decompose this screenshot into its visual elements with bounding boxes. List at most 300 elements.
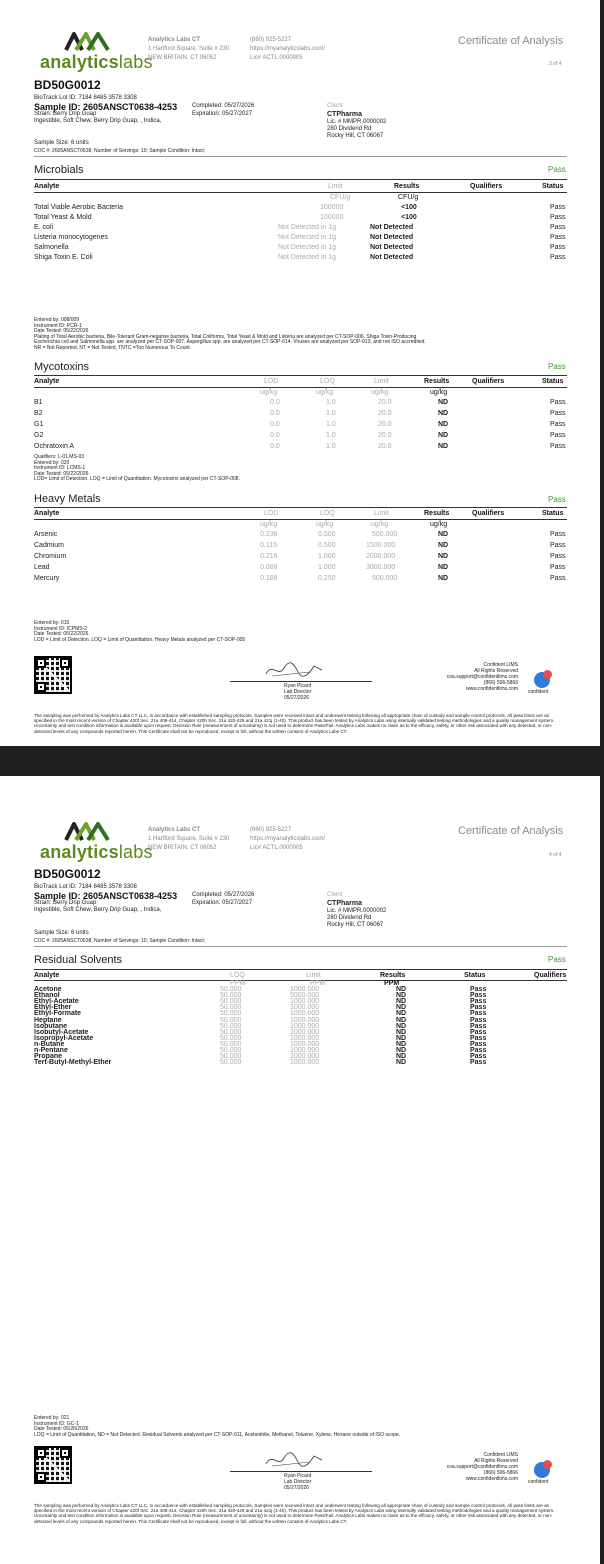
cell-analyte: B1 (34, 399, 43, 406)
table-row (34, 1060, 567, 1066)
col-analyte: Analyte (34, 510, 60, 517)
cell-status: Pass (470, 1022, 487, 1030)
table-row (34, 409, 567, 419)
company-name: Analytics Labs CT (148, 827, 201, 833)
cell-loq: 1.000 (318, 564, 336, 571)
cell-lod: 0.0 (270, 421, 280, 428)
note-line: Date Tested: 05/22/2026 (34, 631, 89, 638)
col-results: Results (394, 183, 420, 190)
cell-limit: 1000.000 (290, 1028, 320, 1036)
cell-result: ND (438, 443, 449, 450)
cell-limit: 1500.000 (366, 542, 396, 549)
batch-id: BD50G0012 (34, 78, 101, 92)
cell-limit: 1000.000 (290, 1022, 320, 1030)
cell-status: Pass (550, 432, 566, 439)
cell-status: Pass (550, 410, 566, 417)
cell-result: Not Detected (370, 254, 414, 261)
cell-analyte: Isopropyl-Acetate (34, 1034, 94, 1042)
residual-solvents-notes (34, 1416, 400, 1438)
unit-limit: PPM (310, 980, 326, 987)
disclaimer-text: The sampling was performed by Analytics Labs CT LLC, in accordance with established sampling protocols. Samples were received intact and underwent testing following all appropriate chain of custody and sample control protocols. All pass limits are as specified in the most recent version of Chapter 420f Sec. 21a 408-414, Chapter 420h Sec. 21a 420-429 and 21a 421j (1-40). This product has been tested by Analytics Labs using internally validated testing methodologies and a quality management system. Uncertainty and test condition information is available upon request. Decision Rule (measurement of uncertainty) is not used to determine Pass/Fail. Analytics Labs makes no claim as to the efficacy, safety, or other risk associated with any detected, or non-detected levels of any compounds reported herein. This Certificate shall not be reproduced, except in full, without the written consent of Analytics Labs CT. (34, 713, 555, 734)
coc-line: COC #: 2605ANSCT0638; Number of Servings: 10; Sample Condition: Intact; (34, 938, 206, 944)
note-line: Instrument ID: PCR-1 (34, 322, 82, 329)
cell-analyte: Ochratoxin A (34, 443, 75, 450)
cell-loq: 50.000 (220, 1016, 242, 1024)
cell-analyte: n-Butane (34, 1040, 65, 1048)
cell-limit: 1000.000 (290, 1047, 320, 1054)
cell-loq: 50.000 (220, 1053, 242, 1061)
company-address-1: 1 Hartford Square, Suite # 230 (148, 46, 230, 52)
cell-loq: 50.000 (220, 998, 242, 1006)
unit-loq: ug/kg (316, 521, 334, 528)
cell-loq: 50.000 (220, 1040, 242, 1048)
cell-result: Not Detected (370, 244, 414, 251)
cell-result: Not Detected (370, 234, 414, 241)
units-row (34, 388, 567, 398)
confident-logo-text: confident (528, 1479, 549, 1485)
cell-analyte: Total Yeast & Mold (34, 214, 92, 221)
cell-lod: 0.115 (260, 542, 277, 549)
expiration-date: Expiration: 05/27/2027 (192, 900, 253, 906)
analytics-labs-logo-icon (64, 820, 110, 842)
cell-loq: 50.000 (220, 992, 242, 1000)
cell-result: ND (438, 564, 449, 571)
cell-analyte: Cadmium (34, 542, 64, 549)
cell-limit: 500.000 (372, 531, 398, 538)
col-analyte: Analyte (34, 972, 60, 979)
cell-limit: 1000.000 (290, 1010, 320, 1018)
coa-page-3 (0, 0, 600, 746)
cell-status: Pass (550, 244, 566, 251)
batch-id: BD50G0012 (34, 867, 101, 881)
note-line: Escherichia coli and Salmonella spp. are analyzed per CT-SOP-007. Aspergillus spp. are analyzed per CT-SOP-014. Viruses are analyzed per SOP-013, and not ISO accredited. (34, 339, 426, 346)
microbials-title: Microbials (34, 164, 84, 176)
mycotoxins-title: Mycotoxins (34, 361, 90, 373)
col-lod: LOD (264, 510, 279, 517)
confident-line: All Rights Reserved (474, 668, 518, 674)
note-line: Entered by: 008/009 (34, 317, 80, 323)
cell-result: ND (438, 542, 449, 549)
cell-lod: 0.236 (260, 531, 278, 538)
residual-solvents-title: Residual Solvents (34, 954, 123, 966)
cell-limit: 20.0 (378, 421, 392, 428)
unit-loq: PPM (230, 980, 246, 987)
cell-status: Pass (470, 992, 487, 1000)
col-qualifiers: Qualifiers (472, 510, 505, 517)
cell-result: ND (438, 575, 449, 582)
cell-result: <100 (401, 204, 417, 211)
disclaimer-text: The sampling was performed by Analytics Labs CT LLC, in accordance with established sampling protocols. Samples were received intact and underwent testing following all appropriate chain of custody and sample control protocols. All pass limits are as specified in the most recent version of Chapter 420f Sec. 21a 408-414, Chapter 420h Sec. 21a 420-429 and 21a 421j (1-40). This product has been tested by Analytics Labs using internally validated testing methodologies and a quality management system. Uncertainty and test condition information is available upon request. Decision Rule (measurement of uncertainty) is not used to determine Pass/Fail. Analytics Labs makes no claim as to the efficacy, safety, or other risk associated with any detected, or non-detected levels of any compounds reported herein. This Certificate shall not be reproduced, except in full, without the written consent of Analytics Labs CT. (34, 1503, 555, 1524)
cell-lod: 0.0 (270, 410, 280, 417)
unit-results: PPM (384, 980, 400, 987)
page-number: 4 of 4 (549, 852, 562, 858)
col-qualifiers: Qualifiers (534, 972, 567, 979)
col-loq: LOQ (320, 378, 335, 385)
logo-wordmark: analyticslabs (40, 52, 153, 72)
confident-info (400, 662, 518, 692)
cell-analyte: B2 (34, 410, 43, 417)
cell-loq: 1.0 (326, 432, 336, 439)
client-address-2: Rocky Hill, CT 06067 (327, 922, 384, 928)
cell-loq: 0.500 (318, 542, 336, 549)
signatory-role: Lab Director (284, 1479, 312, 1485)
cell-status: Pass (550, 531, 566, 538)
unit-limit: ug/kg (371, 521, 389, 528)
coa-title: Certificate of Analysis (458, 825, 564, 837)
client-address-2: Rocky Hill, CT 06067 (327, 133, 384, 139)
confident-email-link[interactable]: coa.support@confidentlims.com (446, 1464, 518, 1470)
residual-solvents-divider (34, 969, 567, 970)
cell-analyte: Salmonella (34, 244, 69, 251)
heavy-metals-title: Heavy Metals (34, 493, 101, 505)
header-divider (34, 156, 567, 157)
cell-status: Pass (470, 1040, 487, 1048)
company-address-2: NEW BRITAIN, CT 06052 (148, 55, 217, 61)
heavy-metals-notes (34, 621, 245, 643)
col-results: Results (424, 378, 450, 385)
confident-logo-icon (534, 672, 550, 688)
page-number: 3 of 4 (549, 61, 562, 67)
cell-analyte: Listeria monocytogenes (34, 234, 108, 241)
table-row (34, 223, 567, 233)
table-row (34, 530, 567, 540)
mycotoxins-pass-badge: Pass (548, 362, 566, 371)
cell-loq: 1.000 (318, 553, 336, 560)
cell-status: Pass (470, 1053, 487, 1061)
col-analyte: Analyte (34, 183, 60, 190)
signature-date: 05/27/2026 (284, 695, 310, 701)
table-header-row (34, 972, 567, 980)
cell-status: Pass (470, 1028, 487, 1036)
cell-loq: 1.0 (326, 443, 336, 450)
cell-loq: 1.0 (326, 421, 336, 428)
company-license: Lic# ACTL.0000005 (250, 845, 303, 851)
cell-analyte: Ethanol (34, 992, 60, 1000)
unit-results: ug/kg (430, 521, 448, 528)
completed-date: Completed: 05/27/2026 (192, 892, 255, 898)
table-header-row (34, 182, 567, 192)
coa-page-4 (0, 776, 600, 1564)
cell-analyte: E. coli (34, 224, 54, 231)
note-line: Instrument ID: LCMS-1 (34, 465, 86, 472)
cell-loq: 0.250 (318, 575, 336, 582)
client-name: CTPharma (327, 900, 363, 907)
product-description: Ingestible, Soft Chew, Berry Drip Guap, , Indica, (34, 118, 162, 124)
unit-lod: ug/kg (260, 389, 278, 396)
cell-limit: 20.0 (378, 399, 392, 406)
note-line: NR = Not Reported, NT = Not Tested, TNTC =Too Numerous To Count. (34, 344, 192, 351)
mycotoxins-divider (34, 375, 567, 376)
company-website-link[interactable]: https://myanalyticslabs.com/ (250, 836, 326, 842)
note-line: LOD = Limit of Detection. LOQ = Limit of Quantitation. Heavy Metals analyzed per CT-SOP-005 (34, 636, 246, 643)
cell-result: ND (396, 1016, 407, 1024)
cell-loq: 50.000 (220, 1028, 242, 1036)
cell-result: ND (396, 986, 407, 993)
note-line: Date Tested: 05/26/2026 (34, 1426, 89, 1433)
unit-limit: ug/kg (371, 389, 389, 396)
confident-logo-icon (534, 1462, 550, 1478)
company-website-link[interactable]: https://myanalyticslabs.com/ (250, 46, 326, 52)
cell-analyte: Acetone (34, 986, 62, 993)
sample-size: Sample Size: 6 units (34, 140, 89, 146)
note-line: LOD= Limit of Detection, LOQ = Limit of Quantitation. Mycotoxins analyzed per CT-SOP-008. (34, 476, 240, 483)
cell-limit: 100000 (320, 204, 344, 211)
note-line: Entered by: 021 (34, 1415, 70, 1421)
cell-loq: 50.000 (220, 1022, 242, 1030)
cell-limit: 1000.000 (290, 986, 320, 993)
cell-loq: 50.000 (220, 1004, 242, 1012)
cell-limit: 500.000 (372, 575, 398, 582)
client-name: CTPharma (327, 111, 363, 118)
signature-icon (262, 1450, 326, 1470)
cell-result: ND (438, 531, 449, 538)
completed-date: Completed: 05/27/2026 (192, 103, 255, 109)
cell-analyte: Tert-Butyl-Methyl-Ether (34, 1059, 112, 1067)
confident-phone: (866) 506-5866 (483, 680, 518, 686)
cell-result: ND (438, 410, 449, 417)
company-phone: (860) 925-5227 (250, 827, 292, 833)
cell-loq: 50.000 (220, 986, 242, 993)
col-limit: Limit (306, 972, 321, 979)
company-license: Lic# ACTL.0000005 (250, 55, 303, 61)
note-line: Plating of Total Aerobic bacteria, Bile-Tolerant Gram-negative bacteria, Total Coliforms, Total Yeast & Mold and Listeria are analyzed per CT-SOP-006. Shiga Toxin-Producing (34, 333, 417, 340)
sample-id: Sample ID: 2605ANSCT0638-4253 (34, 102, 178, 112)
cell-status: Pass (550, 553, 566, 560)
cell-lod: 0.088 (260, 564, 278, 571)
cell-status: Pass (550, 575, 566, 582)
col-status: Status (542, 183, 564, 190)
heavy-metals-divider (34, 507, 567, 508)
client-label: Client (327, 103, 343, 109)
table-header-row (34, 377, 567, 387)
note-line: Entered by: 020 (34, 459, 70, 466)
units-row (34, 193, 567, 203)
cell-analyte: Mercury (34, 575, 60, 582)
note-line: Qualifiers: L-01,MS-03 (34, 454, 85, 460)
cell-loq: 50.000 (220, 1034, 242, 1042)
unit-results: CFU/g (398, 194, 419, 201)
cell-result: ND (396, 1022, 407, 1030)
coc-line: COC #: 2605ANSCT0638; Number of Servings: 10; Sample Condition: Intact; (34, 148, 206, 154)
cell-status: Pass (550, 254, 566, 261)
product-description: Ingestible, Soft Chew, Berry Drip Guap, , Indica, (34, 907, 162, 913)
cell-status: Pass (550, 224, 566, 231)
microbials-notes (34, 318, 567, 352)
cell-analyte: Ethyl-Ether (34, 1004, 72, 1012)
company-name: Analytics Labs CT (148, 37, 201, 43)
coa-title: Certificate of Analysis (458, 35, 564, 47)
col-status: Status (542, 378, 564, 385)
microbials-table (34, 182, 567, 262)
table-row (34, 541, 567, 551)
header-divider (34, 946, 567, 947)
strain: Strain: Berry Drip Guap (34, 900, 97, 906)
note-line: Instrument ID: ICPMS-2 (34, 625, 88, 632)
confident-line: Confident LIMS (483, 662, 518, 668)
table-row (34, 398, 567, 408)
signatory-name: Ryan Picard (284, 1473, 312, 1479)
col-analyte: Analyte (34, 378, 60, 385)
signature-icon (262, 660, 326, 680)
cell-result: ND (396, 1004, 407, 1012)
cell-analyte: Ethyl-Acetate (34, 998, 79, 1006)
cell-analyte: G2 (34, 432, 44, 439)
confident-line: Confident LIMS (483, 1452, 518, 1458)
confident-website-link[interactable]: www.confidentlims.com (466, 686, 518, 692)
cell-result: ND (438, 399, 449, 406)
col-loq: LOQ (320, 510, 335, 517)
cell-loq: 0.500 (318, 531, 336, 538)
table-row (34, 442, 567, 452)
microbials-divider (34, 179, 567, 180)
cell-result: ND (396, 1010, 407, 1018)
signatory-role: Lab Director (284, 689, 312, 695)
table-row (34, 233, 567, 243)
sample-id: Sample ID: 2605ANSCT0638-4253 (34, 891, 178, 901)
cell-limit: Not Detected in 1g (278, 224, 336, 231)
cell-result: ND (396, 998, 407, 1006)
cell-lod: 0.0 (270, 443, 280, 450)
cell-analyte: Isobutyl-Acetate (34, 1028, 89, 1036)
table-row (34, 213, 567, 223)
col-lod: LOD (264, 378, 279, 385)
expiration-date: Expiration: 05/27/2027 (192, 111, 253, 117)
table-row (34, 563, 567, 573)
client-address-1: 280 Dividend Rd (327, 915, 372, 921)
cell-limit: 1000.000 (290, 1004, 320, 1012)
cell-limit: 20.0 (378, 432, 392, 439)
cell-limit: 1000.000 (290, 1053, 320, 1061)
cell-status: Pass (550, 399, 566, 406)
cell-analyte: Chromium (34, 553, 67, 560)
confident-logo-text: confident (528, 689, 549, 695)
cell-status: Pass (470, 1059, 487, 1067)
table-row (34, 420, 567, 430)
cell-limit: 5000.000 (290, 992, 320, 1000)
cell-result: ND (438, 553, 449, 560)
unit-limit: CFU/g (330, 194, 351, 201)
table-header-row (34, 509, 567, 519)
cell-loq: 50.000 (220, 1047, 242, 1054)
units-row (34, 520, 567, 530)
confident-email-link[interactable]: coa.support@confidentlims.com (446, 674, 518, 680)
strain: Strain: Berry Drip Guap (34, 111, 97, 117)
client-address-1: 280 Dividend Rd (327, 126, 372, 132)
table-row (34, 552, 567, 562)
cell-limit: 100000 (320, 214, 344, 221)
analytics-labs-logo-icon (64, 30, 110, 52)
confident-website-link[interactable]: www.confidentlims.com (466, 1476, 518, 1482)
cell-analyte: Total Viable Aerobic Bacteria (34, 204, 123, 211)
cell-analyte: Ethyl-Formate (34, 1010, 82, 1018)
heavy-metals-pass-badge: Pass (548, 495, 566, 504)
cell-analyte: Arsenic (34, 531, 58, 538)
confident-line: All Rights Reserved (474, 1458, 518, 1464)
client-license: Lic. # MMPR.0000002 (327, 119, 387, 125)
note-line: Date Tested: 05/22/2026 (34, 470, 89, 477)
cell-limit: Not Detected in 1g (278, 234, 336, 241)
qr-code-icon[interactable] (34, 1446, 72, 1484)
cell-loq: 50.000 (220, 1010, 242, 1018)
cell-limit: 1000.000 (290, 1040, 320, 1048)
table-row (34, 431, 567, 441)
confident-info (400, 1452, 518, 1482)
col-limit: Limit (374, 510, 389, 517)
cell-limit: 1000.000 (290, 1059, 320, 1067)
cell-lod: 0.216 (260, 553, 278, 560)
client-license: Lic. # MMPR.0000002 (327, 908, 387, 914)
col-status: Status (542, 510, 564, 517)
col-loq: LOQ (230, 972, 245, 979)
cell-limit: Not Detected in 1g (278, 254, 336, 261)
logo-wordmark: analyticslabs (40, 842, 153, 862)
cell-status: Pass (470, 1034, 487, 1042)
cell-result: <100 (401, 214, 417, 221)
table-row (34, 574, 567, 584)
cell-status: Pass (550, 443, 566, 450)
cell-analyte: Shiga Toxin E. Coli (34, 254, 93, 261)
cell-limit: Not Detected in 1g (278, 244, 336, 251)
cell-result: ND (396, 1047, 407, 1054)
note-line: Instrument ID: GC-1 (34, 1420, 79, 1427)
biotrack-lot-id: BioTrack Lot ID: 7184 8485 3578 3308 (34, 95, 137, 101)
note-line: Date Tested: 05/22/2026 (34, 328, 89, 335)
cell-analyte: Propane (34, 1053, 63, 1061)
cell-limit: 1000.000 (290, 1034, 320, 1042)
table-row (34, 253, 567, 263)
cell-limit: 20.0 (378, 443, 392, 450)
col-qualifiers: Qualifiers (470, 183, 503, 190)
note-line: Entered by: 015 (34, 620, 70, 626)
cell-loq: 50.000 (220, 1059, 242, 1067)
cell-analyte: Heptane (34, 1016, 62, 1024)
col-status: Status (464, 972, 486, 979)
qr-code-icon[interactable] (34, 656, 72, 694)
cell-status: Pass (550, 421, 566, 428)
cell-analyte: Lead (34, 564, 50, 571)
cell-limit: 2000.000 (366, 553, 396, 560)
signatory-name: Ryan Picard (284, 683, 312, 689)
cell-status: Pass (550, 214, 566, 221)
cell-status: Pass (470, 1010, 487, 1018)
note-line: LOQ = Limit of Quantitation, ND = Not Detected. Residual Solvents analyzed per CT-SOP-011, Acetonitrile, Methanol, Toluene, Xylene, Hexane outside of ISO scope. (34, 1431, 401, 1438)
col-results: Results (424, 510, 450, 517)
cell-lod: 0.188 (260, 575, 278, 582)
confident-phone: (866) 506-5866 (483, 1470, 518, 1476)
col-limit: Limit (328, 183, 343, 190)
sample-size: Sample Size: 6 units (34, 930, 89, 936)
residual-solvents-table (34, 972, 567, 1102)
cell-status: Pass (550, 542, 566, 549)
cell-lod: 0.0 (270, 399, 280, 406)
cell-status: Pass (470, 1004, 487, 1012)
cell-status: Pass (470, 998, 487, 1006)
cell-limit: 1000.000 (290, 998, 320, 1006)
client-label: Client (327, 892, 343, 898)
table-row (34, 243, 567, 253)
mycotoxins-notes (34, 455, 240, 483)
col-qualifiers: Qualifiers (472, 378, 505, 385)
cell-status: Pass (550, 204, 566, 211)
company-address-1: 1 Hartford Square, Suite # 230 (148, 836, 230, 842)
cell-lod: 0.0 (270, 432, 280, 439)
microbials-pass-badge: Pass (548, 165, 566, 174)
cell-result: ND (396, 1040, 407, 1048)
cell-result: ND (396, 1053, 407, 1061)
cell-result: Not Detected (370, 224, 414, 231)
heavy-metals-table (34, 509, 567, 589)
cell-status: Pass (470, 986, 487, 993)
